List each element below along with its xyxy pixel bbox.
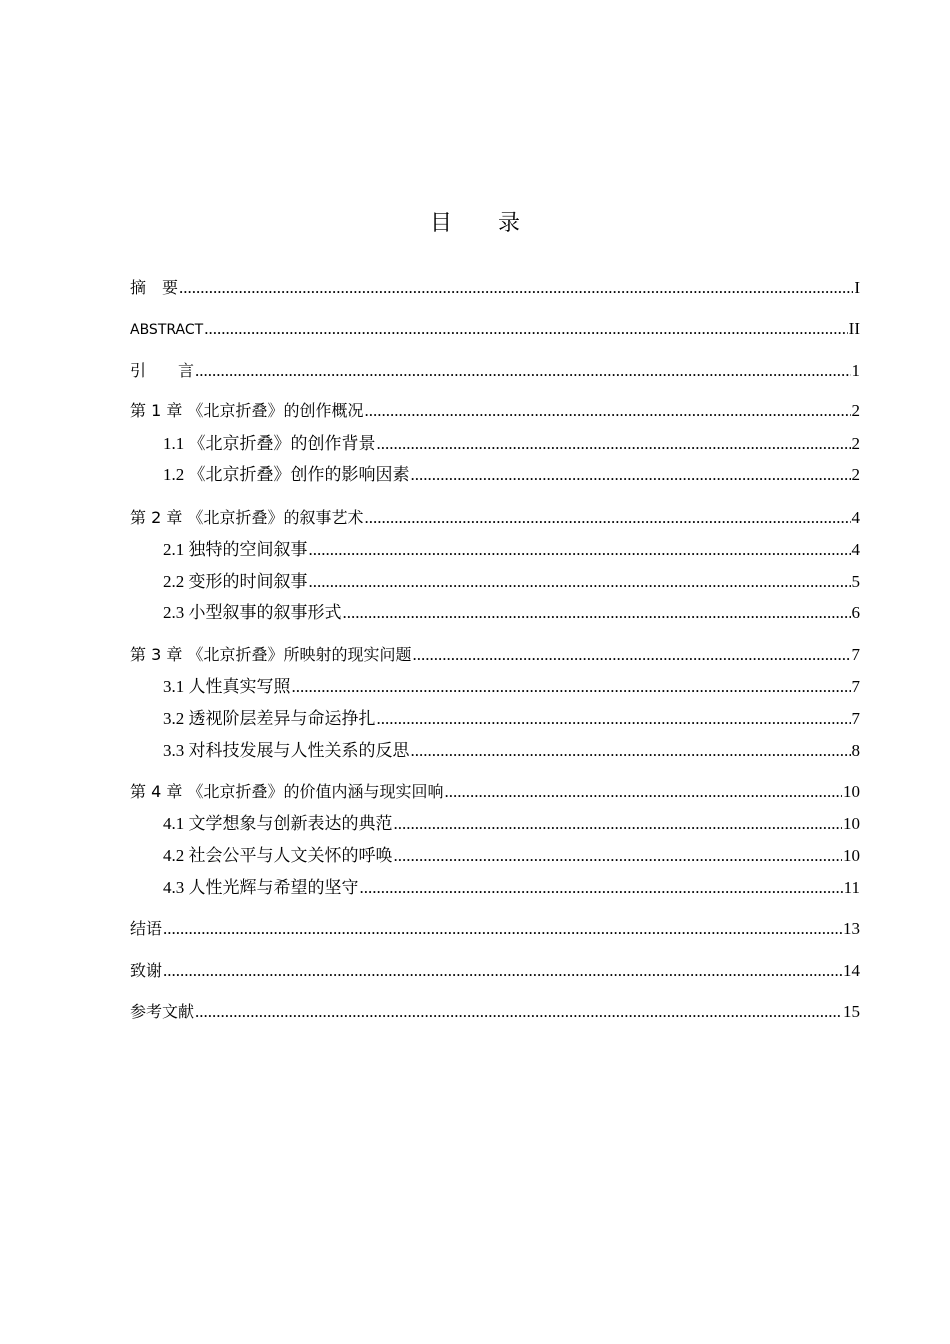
- toc-leader-dots: [394, 844, 843, 868]
- toc-leader-dots: [444, 780, 842, 804]
- toc-entry-chapter-1[interactable]: [130, 399, 860, 423]
- toc-leader-dots: [377, 432, 851, 456]
- toc-entry-label: 4.2 社会公平与人文关怀的呼唤: [163, 846, 393, 865]
- toc-entry-section-2-1[interactable]: [163, 538, 860, 562]
- toc-entry-label: 第 2 章 《北京折叠》的叙事艺术: [130, 508, 364, 527]
- toc-entry-page: 2: [851, 465, 860, 484]
- toc-entry-section-2-2[interactable]: [163, 570, 860, 594]
- toc-entry-acknowledgements[interactable]: [130, 959, 860, 983]
- toc-entry-label: 致谢: [130, 961, 163, 980]
- toc-entry-label: 参考文献: [130, 1002, 195, 1021]
- toc-leader-dots: [204, 317, 847, 341]
- toc-entry-chapter-2[interactable]: [130, 506, 860, 530]
- toc-entry-label: 引 言: [130, 361, 195, 380]
- toc-leader-dots: [179, 276, 853, 300]
- toc-entry-section-1-1[interactable]: [163, 432, 860, 456]
- toc-title: [0, 206, 950, 237]
- toc-entry-chapter-3[interactable]: [130, 643, 860, 667]
- toc-entry-introduction[interactable]: [130, 359, 860, 383]
- toc-entry-label: 结语: [130, 919, 163, 938]
- toc-leader-dots: [163, 917, 842, 941]
- toc-entry-page: 7: [851, 645, 860, 664]
- toc-leader-dots: [364, 506, 850, 530]
- toc-entry-page: 8: [851, 741, 860, 760]
- toc-entry-abstract-en[interactable]: [130, 317, 860, 341]
- toc-entry-page: 4: [851, 508, 860, 527]
- toc-entry-page: 10: [843, 846, 860, 865]
- toc-entry-label: 第 1 章 《北京折叠》的创作概况: [130, 401, 364, 420]
- toc-entry-page: 6: [851, 603, 860, 622]
- toc-entry-page: 13: [843, 919, 860, 938]
- toc-entry-label: 4.1 文学想象与创新表达的典范: [163, 814, 393, 833]
- toc-leader-dots: [163, 959, 842, 983]
- toc-entry-section-4-3[interactable]: [163, 876, 860, 900]
- toc-entry-page: I: [854, 278, 860, 297]
- toc-entry-page: 2: [851, 401, 860, 420]
- toc-entry-label: 3.1 人性真实写照: [163, 677, 291, 696]
- toc-leader-dots: [411, 739, 851, 763]
- toc-leader-dots: [394, 812, 843, 836]
- toc-entry-section-3-3[interactable]: [163, 739, 860, 763]
- toc-entry-section-3-2[interactable]: [163, 707, 860, 731]
- toc-leader-dots: [412, 643, 850, 667]
- toc-entry-label: 3.2 透视阶层差异与命运挣扎: [163, 709, 376, 728]
- toc-entry-section-4-2[interactable]: [163, 844, 860, 868]
- toc-entry-label: ABSTRACT: [130, 322, 204, 338]
- toc-entry-page: 7: [851, 677, 860, 696]
- toc-entry-section-2-3[interactable]: [163, 601, 860, 625]
- toc-title-char-2: 录: [498, 211, 521, 236]
- toc-leader-dots: [195, 359, 850, 383]
- toc-leader-dots: [309, 538, 851, 562]
- toc-entry-section-1-2[interactable]: [163, 463, 860, 487]
- toc-entry-label: 2.3 小型叙事的叙事形式: [163, 603, 342, 622]
- toc-entry-page: 4: [851, 540, 860, 559]
- toc-entry-conclusion[interactable]: [130, 917, 860, 941]
- toc-entry-label: 4.3 人性光辉与希望的坚守: [163, 878, 359, 897]
- toc-leader-dots: [309, 570, 851, 594]
- toc-entry-page: 7: [851, 709, 860, 728]
- toc-leader-dots: [343, 601, 851, 625]
- toc-entry-page: 14: [843, 961, 860, 980]
- toc-entry-page: 5: [851, 572, 860, 591]
- toc-leader-dots: [360, 876, 843, 900]
- toc-entry-page: 11: [843, 878, 860, 897]
- toc-entry-label: 3.3 对科技发展与人性关系的反思: [163, 741, 410, 760]
- toc-entry-label: 1.2 《北京折叠》创作的影响因素: [163, 465, 410, 484]
- toc-entry-references[interactable]: [130, 1000, 860, 1024]
- toc-entry-page: 2: [851, 434, 860, 453]
- toc-entry-chapter-4[interactable]: [130, 780, 860, 804]
- toc-leader-dots: [292, 675, 851, 699]
- toc-entry-label: 第 3 章 《北京折叠》所映射的现实问题: [130, 645, 412, 664]
- toc-entry-section-3-1[interactable]: [163, 675, 860, 699]
- toc-entry-section-4-1[interactable]: [163, 812, 860, 836]
- toc-entry-page: 15: [843, 1002, 860, 1021]
- toc-entry-label: 2.2 变形的时间叙事: [163, 572, 308, 591]
- toc-entry-label: 第 4 章 《北京折叠》的价值内涵与现实回响: [130, 782, 444, 801]
- toc-entry-abstract-cn[interactable]: [130, 276, 860, 300]
- toc-entry-label: 摘 要: [130, 278, 179, 297]
- toc-entry-page: II: [848, 319, 860, 338]
- toc-entry-page: 10: [843, 814, 860, 833]
- toc-leader-dots: [364, 399, 850, 423]
- toc-leader-dots: [377, 707, 851, 731]
- toc-title-char-1: 目: [429, 211, 452, 236]
- toc-leader-dots: [411, 463, 851, 487]
- toc-leader-dots: [195, 1000, 842, 1024]
- toc-entry-page: 1: [851, 361, 860, 380]
- toc-entry-label: 1.1 《北京折叠》的创作背景: [163, 434, 376, 453]
- toc-entry-label: 2.1 独特的空间叙事: [163, 540, 308, 559]
- toc-entry-page: 10: [843, 782, 860, 801]
